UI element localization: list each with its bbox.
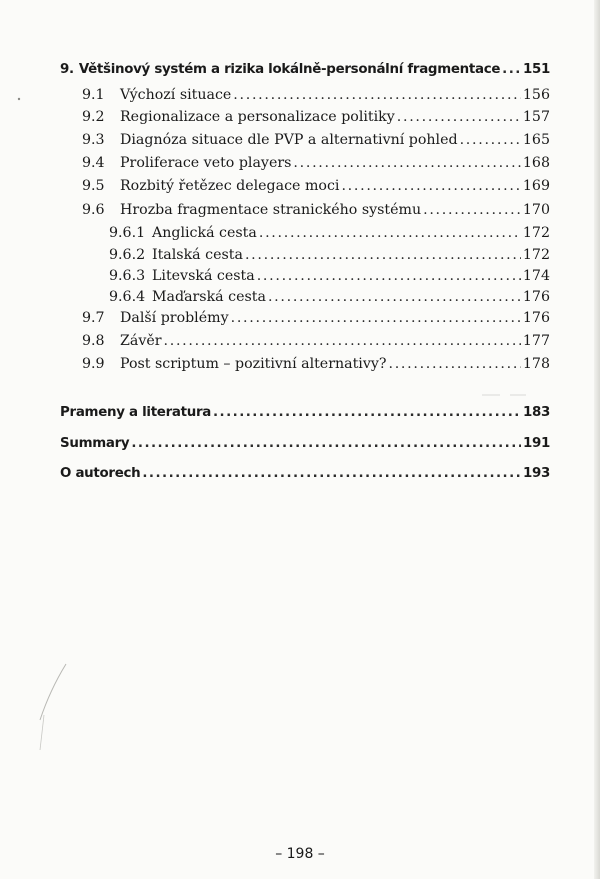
toc-chapter-title: Většinový systém a rizika lokálně-personální fragmentace (78, 62, 501, 77)
toc-section-title: Proliferace veto players (120, 155, 292, 171)
toc-section-title: Diagnóza situace dle PVP a alternativní pohled (120, 132, 458, 148)
toc-subsection-title: Anglická cesta (152, 225, 257, 241)
toc-page-number: 174 (522, 268, 550, 284)
toc-section-number: 9.6 (82, 202, 105, 218)
toc-subsection-number: 9.6.3 (109, 268, 146, 284)
toc-leader-dots (388, 355, 520, 373)
toc-backmatter-title: Summary (60, 436, 130, 451)
toc-leader-dots (423, 201, 521, 219)
toc-chapter-entry[interactable] (60, 61, 550, 79)
toc-page-number: 169 (522, 178, 550, 194)
toc-section-number: 9.1 (82, 87, 105, 103)
toc-backmatter-title: O autorech (60, 466, 141, 481)
toc-section-entry[interactable] (82, 86, 550, 104)
toc-subsection-title: Italská cesta (152, 247, 243, 263)
toc-section-title: Závěr (120, 333, 162, 349)
page-edge (594, 0, 600, 879)
toc-leader-dots (231, 309, 521, 327)
toc-page-number: 165 (522, 132, 550, 148)
toc-section-entry[interactable] (82, 355, 550, 373)
toc-section-title: Rozbitý řetězec delegace moci (120, 178, 340, 194)
toc-section-title: Další problémy (120, 310, 229, 326)
toc-subsection-number: 9.6.1 (109, 225, 146, 241)
toc-page-number: 178 (522, 356, 550, 372)
toc-page-number: 170 (522, 202, 550, 218)
toc-section-title: Výchozí situace (120, 87, 232, 103)
toc-subsection-entry[interactable] (109, 267, 550, 285)
toc-leader-dots (164, 332, 521, 350)
toc-section-entry[interactable] (82, 332, 550, 350)
toc-backmatter-entry[interactable] (60, 404, 550, 422)
toc-section-entry[interactable] (82, 309, 550, 327)
toc-leader-dots (460, 131, 521, 149)
toc-section-entry[interactable] (82, 131, 550, 149)
toc-page-number: 157 (522, 109, 550, 125)
scan-speck (16, 96, 22, 102)
toc-section-number: 9.4 (82, 155, 105, 171)
toc-section-entry[interactable] (82, 154, 550, 172)
toc-section-title: Hrozba fragmentace stranického systému (120, 202, 422, 218)
toc-subsection-number: 9.6.2 (109, 247, 146, 263)
toc-chapter-number: 9. (60, 62, 74, 77)
toc-subsection-title: Maďarská cesta (152, 289, 266, 305)
page-number: – 198 – (275, 846, 325, 862)
toc-leader-dots (213, 404, 521, 422)
toc-page-number: 193 (522, 466, 550, 481)
toc-section-number: 9.2 (82, 109, 105, 125)
toc-page-number: 176 (522, 310, 550, 326)
toc-leader-dots (245, 246, 521, 264)
toc-leader-dots (257, 267, 521, 285)
toc-leader-dots (397, 108, 521, 126)
toc-subsection-title: Litevská cesta (152, 268, 255, 284)
toc-backmatter-entry[interactable] (60, 465, 550, 483)
toc-page-number: 172 (522, 247, 550, 263)
toc-leader-dots (233, 86, 521, 104)
toc-leader-dots (259, 224, 521, 242)
toc-page-number: 172 (522, 225, 550, 241)
toc-section-number: 9.5 (82, 178, 105, 194)
toc-leader-dots (268, 288, 521, 306)
toc-page-number: 156 (522, 87, 550, 103)
scan-pencil-mark (30, 660, 70, 760)
scan-speck (480, 392, 530, 398)
toc-section-entry[interactable] (82, 177, 550, 195)
toc-subsection-number: 9.6.4 (109, 289, 146, 305)
toc-section-number: 9.9 (82, 356, 105, 372)
toc-subsection-entry[interactable] (109, 288, 550, 306)
toc-page-number: 183 (522, 405, 550, 420)
toc-page-number: 168 (522, 155, 550, 171)
toc-subsection-entry[interactable] (109, 246, 550, 264)
toc-leader-dots (131, 435, 521, 453)
toc-section-number: 9.8 (82, 333, 105, 349)
toc-section-title: Post scriptum – pozitivní alternativy? (120, 356, 387, 372)
toc-section-number: 9.3 (82, 132, 105, 148)
toc-page-number: 176 (522, 289, 550, 305)
toc-backmatter-entry[interactable] (60, 435, 550, 453)
toc-page-number: 177 (522, 333, 550, 349)
toc-section-entry[interactable] (82, 108, 550, 126)
toc-section-title: Regionalizace a personalizace politiky (120, 109, 395, 125)
toc-leader-dots (502, 61, 521, 79)
toc-backmatter-title: Prameny a literatura (60, 405, 211, 420)
toc-section-entry[interactable] (82, 201, 550, 219)
toc-leader-dots (293, 154, 521, 172)
toc-section-number: 9.7 (82, 310, 105, 326)
toc-leader-dots (142, 465, 521, 483)
toc-page-number: 151 (522, 62, 550, 77)
toc-page-number: 191 (522, 436, 550, 451)
toc-leader-dots (341, 177, 520, 195)
toc-subsection-entry[interactable] (109, 224, 550, 242)
